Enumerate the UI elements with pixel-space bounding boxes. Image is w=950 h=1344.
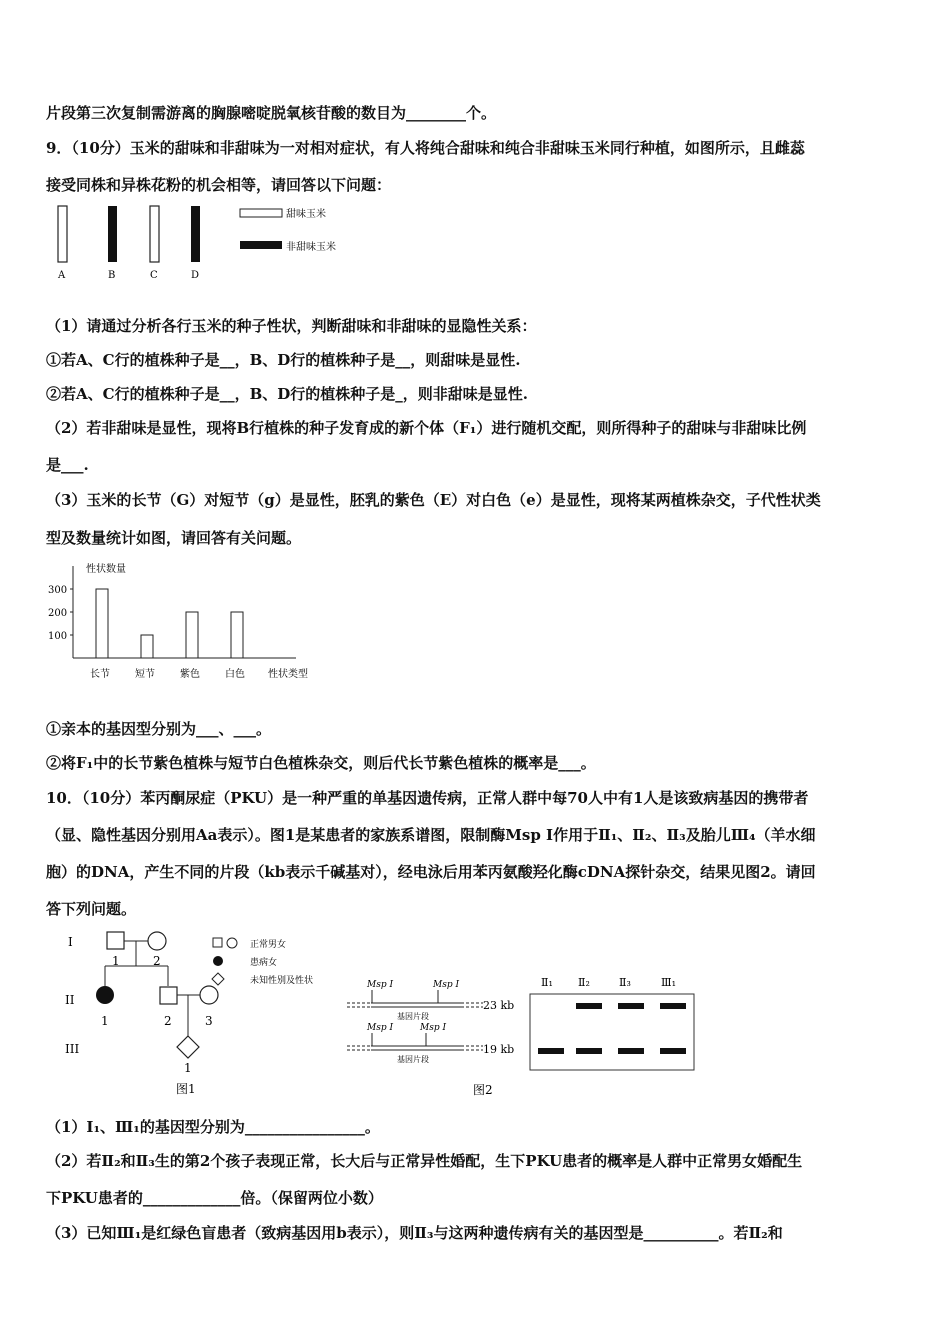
- svg-text:2: 2: [153, 954, 161, 968]
- row-d-bar: [191, 206, 200, 262]
- fragment-label-bottom: 基因片段: [397, 1055, 429, 1064]
- x-axis-label: 性状类型: [268, 669, 308, 680]
- row-a-bar: [58, 206, 67, 262]
- row-c-bar: [150, 206, 159, 262]
- row-label-a: A: [58, 270, 66, 281]
- corn-rows-figure: [50, 200, 360, 285]
- band-ii3-23kb: [618, 1003, 644, 1009]
- band-ii1-19kb: [538, 1048, 564, 1054]
- y-tick-label: 200: [48, 608, 68, 619]
- legend-unknown: 未知性别及性状: [250, 976, 314, 986]
- pedigree-figure: [60, 928, 360, 1100]
- trait-bar-chart: [46, 558, 336, 688]
- ii2-male-normal: [160, 987, 177, 1004]
- text-line: ①亲本的基因型分别为___、___。: [46, 720, 272, 738]
- band-iii1-23kb: [660, 1003, 686, 1009]
- text-line: ②将F₁中的长节紫色植株与短节白色植株杂交，则后代长节紫色植株的概率是___。: [46, 754, 596, 772]
- enzyme-label-bot-2: Msp I: [420, 1023, 447, 1033]
- text-line: 片段第三次复制需游离的胸腺嘧啶脱氧核苷酸的数目为________个。: [46, 104, 497, 122]
- size-label-19kb-text: 19 kb: [483, 1043, 515, 1056]
- ii1-female-affected: [96, 986, 114, 1004]
- legend-sweet-label: 甜味玉米: [286, 209, 326, 220]
- figure-1-caption: 图1: [176, 1082, 196, 1096]
- x-tick-label: 长节: [90, 669, 110, 680]
- question-9-stem: 9．（10分）玉米的甜味和非甜味为一对相对症状，有人将纯合甜味和纯合非甜味玉米同行种植，如图所示，且雌蕊: [46, 139, 805, 157]
- lane-label-ii1: Ⅱ₁: [541, 976, 553, 989]
- legend-sweet-swatch: [240, 209, 282, 217]
- i1-male-normal: [107, 932, 124, 949]
- lane-label-ii3: Ⅱ₃: [619, 976, 631, 989]
- x-tick-label: 短节: [135, 669, 155, 680]
- text-line: （2）若非甜味是显性，现将B行植株的种子发育成的新个体（F₁）进行随机交配，则所得种子的甜味与非甜味比例: [46, 419, 807, 437]
- svg-text:1: 1: [112, 954, 120, 968]
- y-tick-label: 300: [48, 585, 68, 596]
- text-line: （显、隐性基因分别用Aa表示）。图1是某患者的家族系谱图，限制酶Msp I作用于Ⅱ₁、Ⅱ₂、Ⅱ₃及胎儿Ⅲ₄（羊水细: [46, 826, 816, 844]
- row-label-c: C: [150, 270, 158, 281]
- text-line: （1）I₁、Ⅲ₁的基因型分别为________________。: [46, 1118, 380, 1136]
- legend-nonsweet-label: 非甜味玉米: [286, 242, 336, 253]
- question-10-stem: 10．（10分）苯丙酮尿症（PKU）是一种严重的单基因遗传病，正常人群中每70人中有1人是该致病基因的携带者: [46, 789, 809, 807]
- band-ii2-19kb: [576, 1048, 602, 1054]
- text-line: 下PKU患者的_____________倍。（保留两位小数）: [46, 1189, 383, 1207]
- band-iii1-19kb: [660, 1048, 686, 1054]
- gen-label-iii: III: [65, 1042, 80, 1056]
- enzyme-label-top-1: Msp I: [367, 980, 394, 990]
- row-label-b: B: [108, 270, 116, 281]
- text-line: 胞）的DNA，产生不同的片段（kb表示千碱基对），经电泳后用苯丙氨酸羟化酶cDNA探针杂交，结果见图2。请回: [46, 863, 816, 881]
- y-axis-label: 性状数量: [86, 564, 126, 575]
- band-ii2-23kb: [576, 1003, 602, 1009]
- text-line: 接受同株和异株花粉的机会相等，请回答以下问题：: [46, 176, 392, 194]
- x-tick-label: 紫色: [180, 669, 200, 680]
- ii3-female-normal: [200, 986, 218, 1004]
- text-line: ②若A、C行的植株种子是__，B、D行的植株种子是_，则非甜味是显性.: [46, 385, 528, 403]
- row-b-bar: [108, 206, 117, 262]
- legend-nonsweet-swatch: [240, 241, 282, 249]
- text-line: ①若A、C行的植株种子是__，B、D行的植株种子是__，则甜味是显性.: [46, 351, 521, 369]
- svg-text:1: 1: [184, 1061, 192, 1075]
- legend-normal: 正常男女: [250, 940, 287, 950]
- enzyme-label-top-2: Msp I: [433, 980, 460, 990]
- gen-label-i: I: [68, 935, 73, 949]
- text-line: 是___.: [46, 456, 89, 474]
- iii1-unknown-diamond: [177, 1036, 199, 1058]
- svg-text:1: 1: [101, 1014, 109, 1028]
- row-label-d: D: [191, 270, 200, 281]
- electrophoresis-figure: [343, 966, 698, 1100]
- bar-1: [141, 635, 153, 658]
- band-ii3-19kb: [618, 1048, 644, 1054]
- legend-affected-female: 患病女: [250, 958, 278, 968]
- y-tick-label: 100: [48, 631, 68, 642]
- text-line: 答下列问题。: [46, 900, 137, 918]
- svg-text:2: 2: [164, 1014, 172, 1028]
- svg-text:3: 3: [205, 1014, 213, 1028]
- lane-label-iii1: Ⅲ₁: [661, 976, 677, 989]
- fragment-label-top: 基因片段: [397, 1012, 429, 1021]
- bar-0: [96, 589, 108, 658]
- figure-2-caption: 图2: [473, 1083, 493, 1097]
- bar-3: [231, 612, 243, 658]
- text-line: （1）请通过分析各行玉米的种子性状，判断甜味和非甜味的显隐性关系：: [46, 317, 537, 335]
- i2-female-normal: [148, 932, 166, 950]
- bar-2: [186, 612, 198, 658]
- text-line: （3）已知Ⅲ₁是红绿色盲患者（致病基因用b表示），则Ⅱ₃与这两种遗传病有关的基因型是__________。若Ⅱ₂和: [46, 1224, 783, 1242]
- x-tick-label: 白色: [225, 669, 245, 680]
- lane-label-ii2: Ⅱ₂: [578, 976, 590, 989]
- size-label-23kb: 23 kb: [483, 999, 515, 1012]
- text-line: （3）玉米的长节（G）对短节（g）是显性，胚乳的紫色（E）对白色（e）是显性，现将某两植株杂交，子代性状类: [46, 491, 821, 509]
- enzyme-label-bot-1: Msp I: [367, 1023, 394, 1033]
- text-line: （2）若Ⅱ₂和Ⅱ₃生的第2个孩子表现正常，长大后与正常异性婚配，生下PKU患者的概率是人群中正常男女婚配生: [46, 1152, 803, 1170]
- text-line: 型及数量统计如图，请回答有关问题。: [46, 529, 302, 547]
- gen-label-ii: II: [65, 993, 75, 1007]
